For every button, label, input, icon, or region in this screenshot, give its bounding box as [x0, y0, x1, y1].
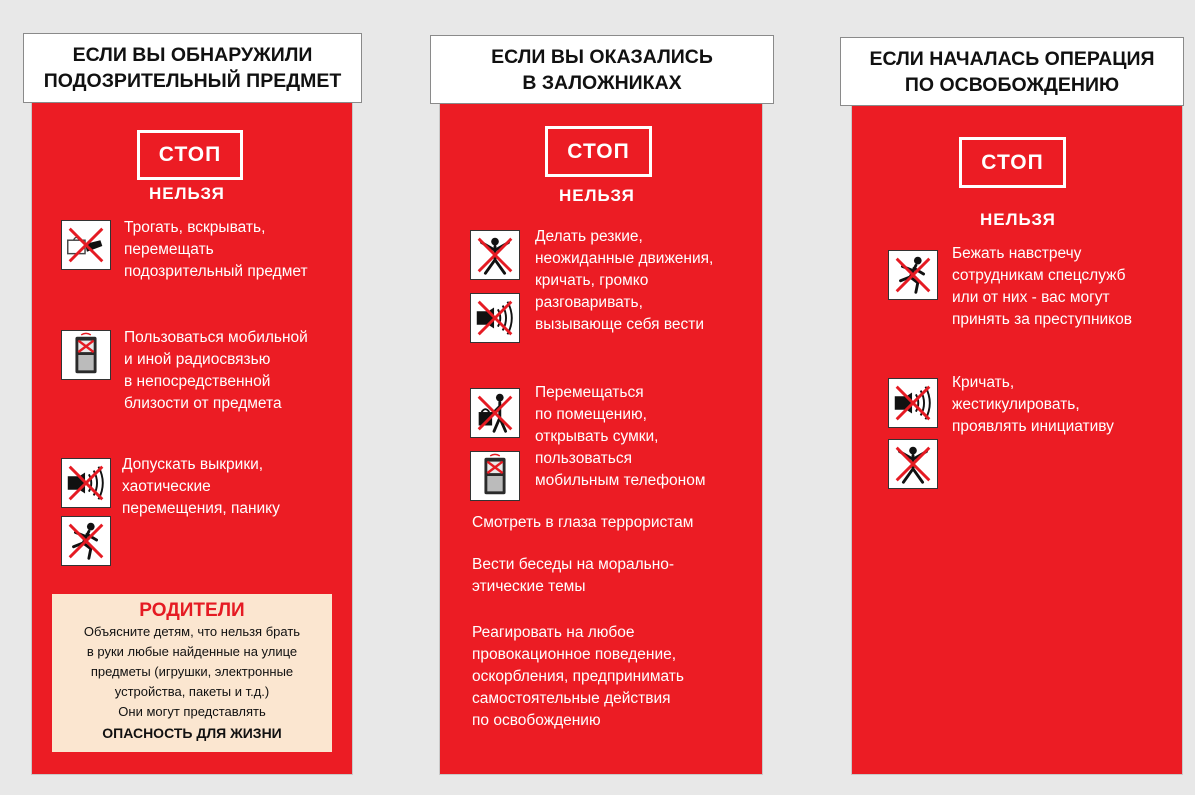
item-line: Смотреть в глаза террористам	[472, 514, 694, 531]
item-line: Допускать выкрики,	[122, 456, 264, 473]
item-line: сотрудникам спецслужб	[952, 267, 1126, 284]
panel-3-stop-sign: СТОП	[959, 137, 1066, 188]
item-line: по помещению,	[535, 406, 647, 423]
item-line: пользоваться	[535, 450, 633, 467]
panel-1-stop-sign: СТОП	[137, 130, 243, 180]
no-sudden-moves-icon	[470, 230, 520, 280]
panel-1-header	[23, 33, 362, 103]
panel-3-item-1	[952, 243, 1132, 331]
item-line: мобильным телефоном	[535, 472, 706, 489]
item-line: провокационное поведение,	[472, 646, 677, 663]
no-running-icon	[888, 250, 938, 300]
item-line: по освобождению	[472, 712, 601, 729]
panel-3-header-line: ЕСЛИ НАЧАЛАСЬ ОПЕРАЦИЯ	[869, 47, 1155, 70]
no-bag-icon	[470, 388, 520, 438]
item-line: близости от предмета	[124, 395, 282, 412]
panel-1-item-3	[122, 454, 280, 520]
item-line: перемещения, панику	[122, 500, 280, 517]
item-line: проявлять инициативу	[952, 418, 1114, 435]
panel-1-item-1	[124, 217, 308, 283]
panel-2-header-line: В ЗАЛОЖНИКАХ	[522, 71, 682, 94]
item-line: Делать резкие,	[535, 228, 643, 245]
parents-line: в руки любые найденные на улице	[86, 644, 298, 659]
item-line: Вести беседы на морально-	[472, 556, 675, 573]
no-mobile-phone-icon	[61, 330, 111, 380]
item-line: перемещать	[124, 241, 214, 258]
item-line: кричать, громко	[535, 272, 649, 289]
no-touch-package-icon	[61, 220, 111, 270]
panel-2-stop-sign: СТОП	[545, 126, 652, 177]
no-sudden-moves-icon	[888, 439, 938, 489]
item-line: и иной радиосвязью	[124, 351, 271, 368]
panel-3-header	[840, 37, 1184, 106]
item-line: вызывающе себя вести	[535, 316, 705, 333]
panel-2-header	[430, 35, 774, 104]
no-shouting-icon	[61, 458, 111, 508]
item-line: хаотические	[122, 478, 211, 495]
item-line: Перемещаться	[535, 384, 644, 401]
panel-2-item-5	[472, 622, 684, 732]
item-line: Реагировать на любое	[472, 624, 635, 641]
no-mobile-phone-icon	[470, 451, 520, 501]
item-line: неожиданные движения,	[535, 250, 714, 267]
no-running-icon	[61, 516, 111, 566]
item-line: Трогать, вскрывать,	[124, 219, 266, 236]
item-line: жестикулировать,	[952, 396, 1080, 413]
item-line: оскорбления, предпринимать	[472, 668, 684, 685]
panel-3-item-2	[952, 372, 1114, 438]
panel-1-item-2	[124, 327, 308, 415]
panel-3-header-line: ПО ОСВОБОЖДЕНИЮ	[904, 73, 1120, 96]
panel-2-item-1	[535, 226, 713, 336]
panel-1-forbidden-label: НЕЛЬЗЯ	[149, 184, 225, 203]
parents-title: РОДИТЕЛИ	[139, 600, 245, 621]
panel-1-header-line: ЕСЛИ ВЫ ОБНАРУЖИЛИ	[72, 44, 313, 66]
parents-line: Объясните детям, что нельзя брать	[83, 624, 301, 639]
item-line: Пользоваться мобильной	[124, 329, 308, 346]
parents-notice	[52, 594, 332, 752]
item-line: или от них - вас могут	[952, 289, 1110, 306]
item-line: в непосредственной	[124, 373, 271, 390]
parents-line: устройства, пакеты и т.д.)	[114, 684, 270, 699]
panel-2-header-line: ЕСЛИ ВЫ ОКАЗАЛИСЬ	[491, 45, 713, 68]
panel-2-item-4	[472, 554, 674, 598]
item-line: самостоятельные действия	[472, 690, 671, 707]
parents-line: предметы (игрушки, электронные	[90, 664, 294, 679]
parents-danger: ОПАСНОСТЬ ДЛЯ ЖИЗНИ	[102, 725, 282, 741]
panel-1-header-line: ПОДОЗРИТЕЛЬНЫЙ ПРЕДМЕТ	[43, 70, 342, 92]
no-shouting-icon	[888, 378, 938, 428]
item-line: Бежать навстречу	[952, 245, 1082, 262]
panel-2-forbidden-label: НЕЛЬЗЯ	[559, 186, 635, 205]
item-line: этические темы	[472, 578, 586, 595]
panel-2-item-2	[535, 382, 706, 492]
item-line: открывать сумки,	[535, 428, 659, 445]
panel-3-forbidden-label: НЕЛЬЗЯ	[980, 210, 1056, 229]
no-shouting-icon	[470, 293, 520, 343]
parents-line: Они могут представлять	[118, 704, 266, 719]
item-line: Кричать,	[952, 374, 1015, 391]
panel-2-item-3	[472, 512, 693, 534]
item-line: разговаривать,	[535, 294, 643, 311]
item-line: принять за преступников	[952, 311, 1132, 328]
item-line: подозрительный предмет	[124, 263, 308, 280]
